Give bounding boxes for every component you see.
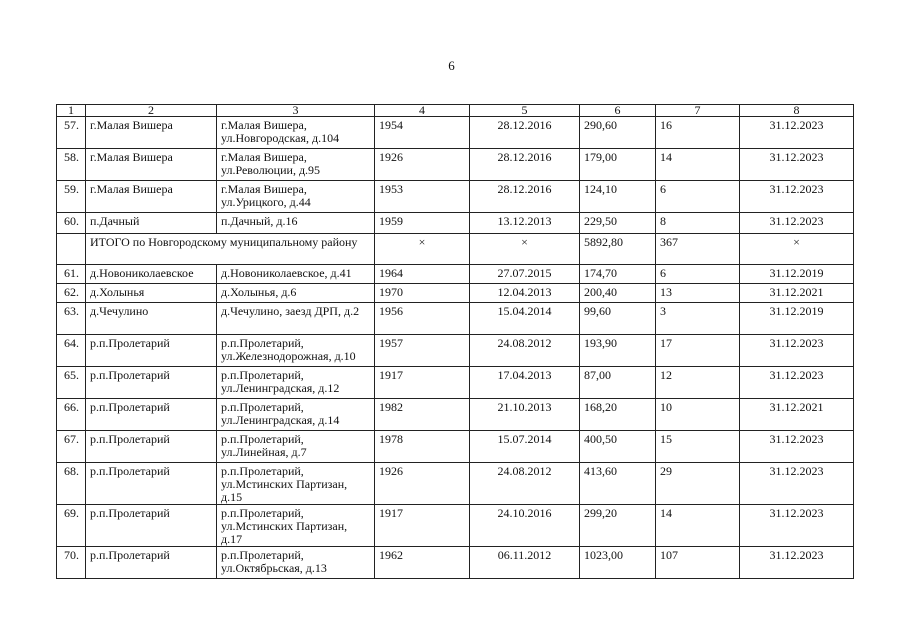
column-number: 8 — [740, 105, 854, 117]
area-cell: 200,40 — [580, 284, 656, 303]
date-cell: 28.12.2016 — [470, 117, 580, 149]
area-cell: 179,00 — [580, 149, 656, 181]
deadline-cell: 31.12.2023 — [740, 431, 854, 463]
year-cell: 1953 — [375, 181, 470, 213]
area-cell: 87,00 — [580, 367, 656, 399]
settlement-cell: р.п.Пролетарий — [86, 335, 217, 367]
deadline-cell: 31.12.2021 — [740, 399, 854, 431]
column-number: 7 — [656, 105, 740, 117]
date-cell: 15.07.2014 — [470, 431, 580, 463]
area-cell: 168,20 — [580, 399, 656, 431]
year-cell: 1959 — [375, 213, 470, 234]
page-number: 6 — [448, 58, 455, 73]
table-row — [57, 367, 854, 399]
settlement-cell: р.п.Пролетарий — [86, 463, 217, 505]
date-cell: 17.04.2013 — [470, 367, 580, 399]
date-cell: 28.12.2016 — [470, 149, 580, 181]
row-number: 60. — [57, 213, 86, 234]
year-cell: 1978 — [375, 431, 470, 463]
total-date-cell: × — [470, 234, 580, 265]
area-cell: 229,50 — [580, 213, 656, 234]
column-number: 2 — [86, 105, 217, 117]
row-number: 64. — [57, 335, 86, 367]
count-cell: 107 — [656, 547, 740, 579]
area-cell: 124,10 — [580, 181, 656, 213]
total-count-cell: 367 — [656, 234, 740, 265]
year-cell: 1982 — [375, 399, 470, 431]
area-cell: 400,50 — [580, 431, 656, 463]
deadline-cell: 31.12.2019 — [740, 265, 854, 284]
total-row — [57, 234, 854, 265]
date-cell: 28.12.2016 — [470, 181, 580, 213]
row-number: 61. — [57, 265, 86, 284]
area-cell: 193,90 — [580, 335, 656, 367]
count-cell: 29 — [656, 463, 740, 505]
column-number: 6 — [580, 105, 656, 117]
count-cell: 8 — [656, 213, 740, 234]
row-number: 59. — [57, 181, 86, 213]
total-area-cell: 5892,80 — [580, 234, 656, 265]
settlement-cell: р.п.Пролетарий — [86, 505, 217, 547]
address-cell: п.Дачный, д.16 — [217, 213, 375, 234]
column-number: 4 — [375, 105, 470, 117]
year-cell: 1964 — [375, 265, 470, 284]
total-year-cell: × — [375, 234, 470, 265]
table-row — [57, 399, 854, 431]
date-cell: 15.04.2014 — [470, 303, 580, 335]
address-cell: р.п.Пролетарий, ул.Мстинских Партизан, д.15 — [217, 463, 375, 505]
date-cell: 24.10.2016 — [470, 505, 580, 547]
housing-table — [56, 104, 854, 579]
settlement-cell: р.п.Пролетарий — [86, 547, 217, 579]
date-cell: 06.11.2012 — [470, 547, 580, 579]
address-cell: г.Малая Вишера, ул.Новгородская, д.104 — [217, 117, 375, 149]
table-row — [57, 284, 854, 303]
year-cell: 1917 — [375, 367, 470, 399]
table-row — [57, 181, 854, 213]
count-cell: 3 — [656, 303, 740, 335]
table-row — [57, 149, 854, 181]
year-cell: 1957 — [375, 335, 470, 367]
table-row — [57, 303, 854, 335]
area-cell: 413,60 — [580, 463, 656, 505]
table-row — [57, 265, 854, 284]
area-cell: 290,60 — [580, 117, 656, 149]
count-cell: 15 — [656, 431, 740, 463]
address-cell: г.Малая Вишера, ул.Урицкого, д.44 — [217, 181, 375, 213]
row-number: 67. — [57, 431, 86, 463]
date-cell: 24.08.2012 — [470, 463, 580, 505]
settlement-cell: г.Малая Вишера — [86, 117, 217, 149]
deadline-cell: 31.12.2021 — [740, 284, 854, 303]
deadline-cell: 31.12.2023 — [740, 335, 854, 367]
column-number: 5 — [470, 105, 580, 117]
address-cell: р.п.Пролетарий, ул.Ленинградская, д.14 — [217, 399, 375, 431]
date-cell: 13.12.2013 — [470, 213, 580, 234]
area-cell: 174,70 — [580, 265, 656, 284]
deadline-cell: 31.12.2023 — [740, 547, 854, 579]
settlement-cell: д.Холынья — [86, 284, 217, 303]
settlement-cell: р.п.Пролетарий — [86, 431, 217, 463]
address-cell: р.п.Пролетарий, ул.Линейная, д.7 — [217, 431, 375, 463]
count-cell: 10 — [656, 399, 740, 431]
settlement-cell: п.Дачный — [86, 213, 217, 234]
row-number: 62. — [57, 284, 86, 303]
settlement-cell: д.Чечулино — [86, 303, 217, 335]
year-cell: 1970 — [375, 284, 470, 303]
settlement-cell: р.п.Пролетарий — [86, 367, 217, 399]
settlement-cell: р.п.Пролетарий — [86, 399, 217, 431]
date-cell: 27.07.2015 — [470, 265, 580, 284]
row-number: 69. — [57, 505, 86, 547]
count-cell: 12 — [656, 367, 740, 399]
table-row — [57, 463, 854, 505]
deadline-cell: 31.12.2023 — [740, 149, 854, 181]
count-cell: 13 — [656, 284, 740, 303]
settlement-cell: г.Малая Вишера — [86, 181, 217, 213]
year-cell: 1926 — [375, 463, 470, 505]
address-cell: г.Малая Вишера, ул.Революции, д.95 — [217, 149, 375, 181]
year-cell: 1954 — [375, 117, 470, 149]
date-cell: 12.04.2013 — [470, 284, 580, 303]
deadline-cell: 31.12.2023 — [740, 367, 854, 399]
table-row — [57, 505, 854, 547]
date-cell: 21.10.2013 — [470, 399, 580, 431]
row-number: 66. — [57, 399, 86, 431]
column-number-row — [57, 105, 854, 117]
row-number: 57. — [57, 117, 86, 149]
address-cell: р.п.Пролетарий, ул.Октябрьская, д.13 — [217, 547, 375, 579]
settlement-cell: г.Малая Вишера — [86, 149, 217, 181]
row-number: 65. — [57, 367, 86, 399]
date-cell: 24.08.2012 — [470, 335, 580, 367]
settlement-cell: д.Новониколаевское — [86, 265, 217, 284]
row-number: 70. — [57, 547, 86, 579]
deadline-cell: 31.12.2023 — [740, 117, 854, 149]
count-cell: 14 — [656, 149, 740, 181]
row-number: 63. — [57, 303, 86, 335]
address-cell: д.Новониколаевское, д.41 — [217, 265, 375, 284]
deadline-cell: 31.12.2023 — [740, 463, 854, 505]
column-number: 1 — [57, 105, 86, 117]
address-cell: д.Чечулино, заезд ДРП, д.2 — [217, 303, 375, 335]
table-row — [57, 335, 854, 367]
count-cell: 6 — [656, 265, 740, 284]
area-cell: 99,60 — [580, 303, 656, 335]
year-cell: 1917 — [375, 505, 470, 547]
address-cell: р.п.Пролетарий, ул.Железнодорожная, д.10 — [217, 335, 375, 367]
count-cell: 6 — [656, 181, 740, 213]
area-cell: 299,20 — [580, 505, 656, 547]
total-label: ИТОГО по Новгородскому муниципальному району — [86, 234, 375, 265]
address-cell: р.п.Пролетарий, ул.Мстинских Партизан, д.17 — [217, 505, 375, 547]
count-cell: 16 — [656, 117, 740, 149]
table-row — [57, 117, 854, 149]
deadline-cell: 31.12.2023 — [740, 181, 854, 213]
column-number: 3 — [217, 105, 375, 117]
deadline-cell: 31.12.2019 — [740, 303, 854, 335]
area-cell: 1023,00 — [580, 547, 656, 579]
year-cell: 1956 — [375, 303, 470, 335]
row-number: 58. — [57, 149, 86, 181]
table-row — [57, 431, 854, 463]
table-row — [57, 547, 854, 579]
deadline-cell: 31.12.2023 — [740, 213, 854, 234]
address-cell: д.Холынья, д.6 — [217, 284, 375, 303]
year-cell: 1926 — [375, 149, 470, 181]
deadline-cell: 31.12.2023 — [740, 505, 854, 547]
table-row — [57, 213, 854, 234]
total-empty-cell — [57, 234, 86, 265]
address-cell: р.п.Пролетарий, ул.Ленинградская, д.12 — [217, 367, 375, 399]
year-cell: 1962 — [375, 547, 470, 579]
count-cell: 17 — [656, 335, 740, 367]
count-cell: 14 — [656, 505, 740, 547]
row-number: 68. — [57, 463, 86, 505]
total-deadline-cell: × — [740, 234, 854, 265]
